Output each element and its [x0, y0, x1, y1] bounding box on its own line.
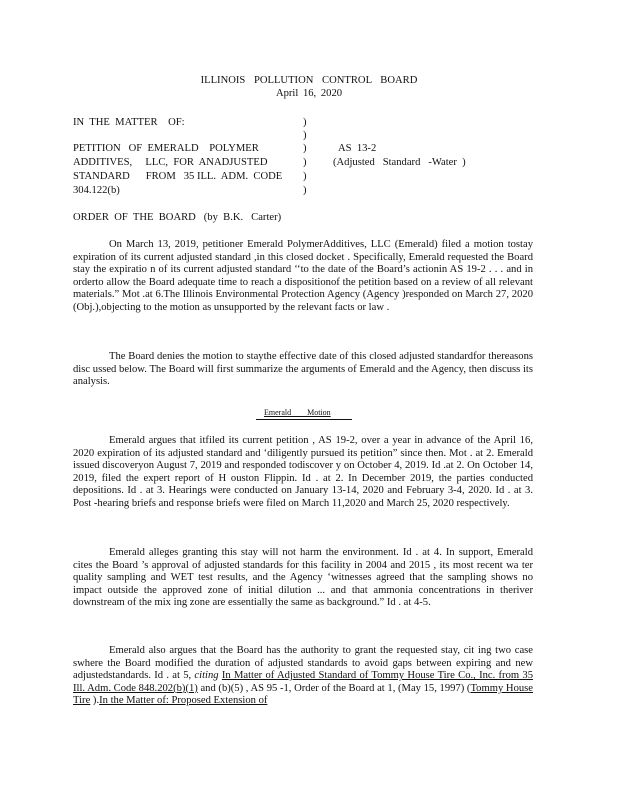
- board-heading: ILLINOIS POLLUTION CONTROL BOARD: [200, 75, 418, 86]
- caption-paren: ): [303, 157, 307, 168]
- caption-paren: ): [303, 143, 307, 154]
- paragraph-text: On March 13, 2019, petitioner Emerald PolymerAdditives, LLC (Emerald) filed a motion tostay expiration of its current adjusted standard ,in this closed docket . Specifically, Emerald requested the Board stay the expiratio n of its current adjusted standard ‘‘to the date of the Board’s actionin AS 19-2 . . . and in orderto allow the Board adequate time to reach a dispositionof the petition based on a review of all relevant materials.” Mot .at 6.The Illinois Environmental Protection Agency (Agency )responded on March 27, 2020 (Obj.),objecting to the motion as unsupported by the relevant facts or law .: [73, 239, 533, 313]
- caption-paren: ): [303, 185, 307, 196]
- caption-paren: ): [303, 130, 307, 141]
- section-heading-emerald-motion: Emerald Motion: [264, 408, 331, 417]
- paragraph-motion-summary: [73, 239, 533, 315]
- paragraph-emerald-alleges: [73, 547, 533, 610]
- citing-signal: citing: [194, 670, 219, 682]
- short-cite-tommy-house-tire: Tommy House Tire: [73, 682, 533, 707]
- order-date: April 16, 2020: [275, 88, 343, 99]
- paragraph-emerald-authority: [73, 645, 533, 708]
- case-citation-proposed-extension: In the Matter of: Proposed Extension of: [99, 695, 268, 707]
- petition-line-1: PETITION OF EMERALD POLYMER: [73, 143, 259, 154]
- case-citation-tommy-house-tire: In Matter of Adjusted Standard of Tommy House Tire Co., Inc. from 35 Ill. Adm. Code 848.202(b)(1): [73, 670, 533, 694]
- petition-line-3: STANDARD FROM 35 ILL. ADM. CODE: [73, 171, 283, 182]
- paragraph-text: Emerald alleges granting this stay will not harm the environment. Id . at 4. In support, Emerald cites the Board ’s approval of adjusted standards for this facility in 2004 and 2015 , its most recent wa ter quality sampling and WET test results, and the Agency ‘witnesses agreed that the sampling shows no impact outside the approved zone of initial dilution ... and that ammonia concentrations in theriver downstream of the mix ing zone are essentially the same as background.” Id . at 4-5.: [73, 547, 533, 609]
- paragraph-text-segment: Emerald also argues that the Board has the authority to grant the requested stay, cit ing two case swhere the Board modified the duration of adjusted standards to avoid gaps between expiring and new adjustedstandards. Id . at 5,: [73, 645, 533, 682]
- docket-number: AS 13-2: [338, 143, 377, 154]
- paragraph-text-segment: and (b)(5) , AS 95 -1, Order of the Board at 1, (May 15, 1997) (: [197, 682, 471, 694]
- paragraph-text: [73, 645, 533, 708]
- paragraph-text: Emerald argues that itfiled its current petition , AS 19-2, over a year in advance of the April 16, 2020 expiration of its adjusted standard and ‘diligently pursued its petition” since then. Mot . at 2. Emerald issued discoveryon August 7, 2019 and responded todiscover y on October 4, 2019. Id .at 2. On October 14, 2019, filed the expert report of H ouston Flippin. Id . at 2. In December 2019, the parties conducted depositions. Id . at 3. Hearings were conducted on January 13-14, 2020 and February 3-4, 2020. Id . at 3. Post -hearing briefs and response briefs were filed on March 11,2020 and March 25, 2020 respectively.: [73, 435, 533, 509]
- paragraph-board-denies: [73, 351, 533, 389]
- section-heading-rule: [256, 419, 352, 420]
- caption-paren: ): [303, 171, 307, 182]
- paragraph-emerald-argues: [73, 435, 533, 511]
- caption-paren: ): [303, 117, 307, 128]
- order-of-board-line: ORDER OF THE BOARD (by B.K. Carter): [73, 212, 282, 223]
- petition-line-2: ADDITIVES, LLC, FOR ANADJUSTED: [73, 157, 268, 168]
- in-the-matter-label: IN THE MATTER OF:: [73, 117, 185, 128]
- docket-type: (Adjusted Standard -Water ): [333, 157, 466, 168]
- paragraph-text: The Board denies the motion to staythe effective date of this closed adjusted standardfor thereasons disc ussed below. The Board will first summarize the arguments of Emerald and the Agency, then discuss its analysis.: [73, 351, 533, 388]
- petition-line-4: 304.122(b): [73, 185, 120, 196]
- paragraph-text-segment: ).: [90, 695, 100, 707]
